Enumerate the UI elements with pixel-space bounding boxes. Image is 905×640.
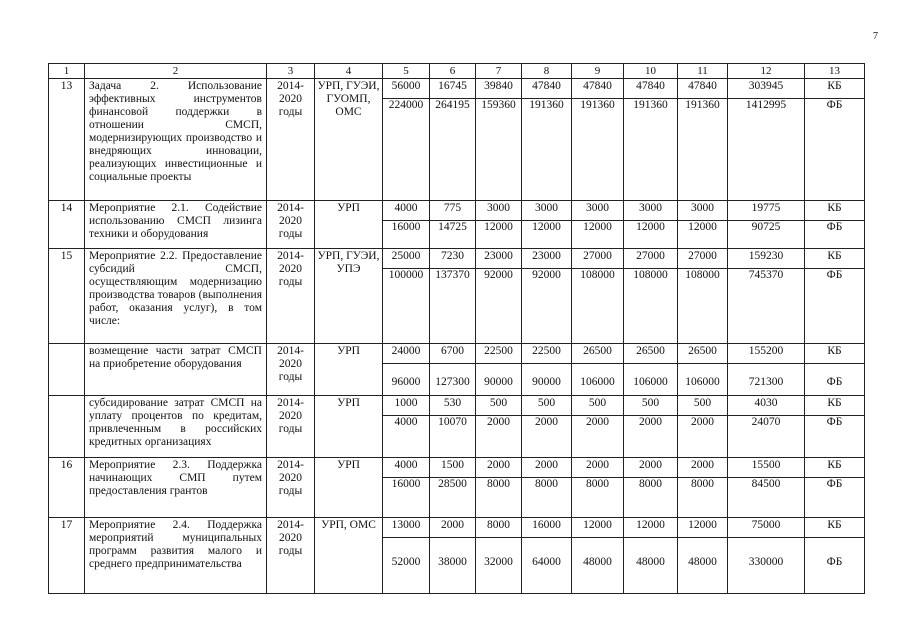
kb-value: 4000 — [383, 202, 429, 221]
task-description: Мероприятие 2.2. Предоставление субсидий СМСП, осуществляющим модернизацию производства товаров (выполнения работ, оказания услуг), в том числе: — [85, 249, 267, 344]
fb-value: 2000 — [535, 416, 558, 428]
kb-value: 3000 — [624, 202, 677, 221]
kb-value: 8000 — [476, 519, 521, 538]
fb-value: 264195 — [435, 99, 470, 111]
kb-value: 39840 — [476, 80, 521, 99]
amount-cell — [624, 344, 678, 396]
kb-value: 27000 — [678, 250, 727, 269]
fb-value: 48000 — [583, 556, 612, 568]
amount-cell — [430, 79, 476, 201]
amount-cell — [383, 518, 430, 594]
kb-value: 75000 — [728, 519, 804, 538]
fb-value: 92000 — [484, 269, 513, 281]
amount-cell — [522, 79, 572, 201]
task-description: Мероприятие 2.1. Содействие использованию СМСП лизинга техники и оборудования — [85, 201, 267, 249]
kb-value: КБ — [805, 519, 864, 538]
fb-value: 90725 — [751, 221, 781, 233]
amount-cell — [678, 458, 728, 518]
amount-cell — [624, 396, 678, 458]
kb-value: 13000 — [383, 519, 429, 538]
amount-cell — [522, 396, 572, 458]
kb-value: 2000 — [430, 519, 475, 538]
kb-value: 500 — [522, 397, 571, 416]
table-row — [49, 396, 865, 458]
kb-value: КБ — [805, 397, 864, 416]
table-row — [49, 518, 865, 594]
period: 2014-2020 годы — [267, 518, 315, 594]
amount-cell — [430, 396, 476, 458]
fb-value: 191360 — [685, 99, 720, 111]
fb-value: 92000 — [532, 269, 561, 281]
kb-value: 23000 — [522, 250, 571, 269]
kb-value: 22500 — [476, 345, 521, 364]
amount-cell — [624, 518, 678, 594]
fb-value: 8000 — [535, 478, 558, 490]
column-header: 9 — [572, 64, 624, 79]
amount-cell — [430, 458, 476, 518]
table-row — [49, 79, 865, 201]
fb-value: 224000 — [388, 99, 424, 111]
kb-value: 26500 — [624, 345, 677, 364]
period: 2014-2020 годы — [267, 344, 315, 396]
fb-value: 2000 — [586, 416, 609, 428]
kb-value: 47840 — [678, 80, 727, 99]
fb-value: 106000 — [633, 376, 668, 388]
kb-value: 2000 — [624, 459, 677, 478]
budget-source — [805, 396, 865, 458]
kb-value: КБ — [805, 250, 864, 269]
fb-value: 96000 — [391, 376, 421, 388]
amount-cell — [728, 344, 805, 396]
amount-cell — [522, 458, 572, 518]
table-row — [49, 344, 865, 396]
fb-value: 106000 — [580, 376, 615, 388]
amount-cell — [678, 79, 728, 201]
fb-value: ФБ — [826, 221, 843, 233]
amount-cell — [728, 458, 805, 518]
amount-cell — [728, 518, 805, 594]
fb-value: ФБ — [826, 269, 843, 281]
column-header: 3 — [267, 64, 315, 79]
row-number: 15 — [49, 249, 85, 344]
row-number: 13 — [49, 79, 85, 201]
kb-value: 16000 — [522, 519, 571, 538]
kb-value: 4030 — [728, 397, 804, 416]
amount-cell — [572, 79, 624, 201]
fb-value: 52000 — [391, 556, 421, 568]
kb-value: 7230 — [430, 250, 475, 269]
period: 2014-2020 годы — [267, 201, 315, 249]
fb-value: 8000 — [639, 478, 662, 490]
amount-cell — [383, 79, 430, 201]
fb-value: 12000 — [484, 221, 513, 233]
executor: УРП — [315, 458, 383, 518]
column-header: 8 — [522, 64, 572, 79]
fb-value: 1412995 — [745, 99, 787, 111]
fb-value: 159360 — [481, 99, 516, 111]
fb-value: ФБ — [826, 99, 843, 111]
row-number — [49, 344, 85, 396]
column-header: 1 — [49, 64, 85, 79]
fb-value: 48000 — [636, 556, 665, 568]
amount-cell — [522, 249, 572, 344]
kb-value: КБ — [805, 459, 864, 478]
fb-value: ФБ — [826, 376, 843, 388]
kb-value: 500 — [572, 397, 623, 416]
kb-value: 2000 — [572, 459, 623, 478]
fb-value: 8000 — [487, 478, 510, 490]
kb-value: 47840 — [522, 80, 571, 99]
executor: УРП, ОМС — [315, 518, 383, 594]
row-number: 17 — [49, 518, 85, 594]
amount-cell — [678, 249, 728, 344]
executor: УРП — [315, 344, 383, 396]
amount-cell — [572, 396, 624, 458]
kb-value: 3000 — [678, 202, 727, 221]
fb-value: 24070 — [751, 416, 781, 428]
amount-cell — [430, 518, 476, 594]
amount-cell — [430, 201, 476, 249]
fb-value: 16000 — [391, 221, 421, 233]
kb-value: КБ — [805, 202, 864, 221]
fb-value: 8000 — [586, 478, 609, 490]
column-header: 12 — [728, 64, 805, 79]
amount-cell — [728, 249, 805, 344]
fb-value: 330000 — [748, 556, 784, 568]
fb-value: 12000 — [688, 221, 717, 233]
executor: УРП — [315, 201, 383, 249]
amount-cell — [522, 518, 572, 594]
kb-value: 3000 — [572, 202, 623, 221]
amount-cell — [383, 458, 430, 518]
row-number: 16 — [49, 458, 85, 518]
kb-value: 530 — [430, 397, 475, 416]
fb-value: 14725 — [438, 221, 467, 233]
kb-value: 12000 — [624, 519, 677, 538]
table-row — [49, 458, 865, 518]
amount-cell — [430, 249, 476, 344]
fb-value: 12000 — [636, 221, 665, 233]
kb-value: КБ — [805, 345, 864, 364]
budget-source — [805, 458, 865, 518]
kb-value: 26500 — [678, 345, 727, 364]
amount-cell — [678, 396, 728, 458]
row-number: 14 — [49, 201, 85, 249]
amount-cell — [728, 201, 805, 249]
amount-cell — [522, 201, 572, 249]
fb-value: 106000 — [685, 376, 720, 388]
fb-value: 8000 — [691, 478, 714, 490]
kb-value: 26500 — [572, 345, 623, 364]
kb-value: 500 — [678, 397, 727, 416]
fb-value: 12000 — [532, 221, 561, 233]
task-description: субсидирование затрат СМСП на уплату процентов по кредитам, привлеченным в российских кредитных организациях — [85, 396, 267, 458]
kb-value: 12000 — [678, 519, 727, 538]
fb-value: 90000 — [532, 376, 561, 388]
amount-cell — [383, 344, 430, 396]
task-description: Мероприятие 2.4. Поддержка мероприятий муниципальных программ развития малого и среднего предпринимательства — [85, 518, 267, 594]
kb-value: КБ — [805, 80, 864, 99]
budget-source — [805, 518, 865, 594]
amount-cell — [624, 458, 678, 518]
kb-value: 2000 — [678, 459, 727, 478]
column-header: 6 — [430, 64, 476, 79]
kb-value: 24000 — [383, 345, 429, 364]
amount-cell — [572, 458, 624, 518]
task-description: Задача 2. Использование эффективных инструментов финансовой поддержки в отношении СМСП, модернизирующих производство и внедряющих инновации, реализующих инвестиционные и социальные проекты — [85, 79, 267, 201]
fb-value: 191360 — [580, 99, 615, 111]
amount-cell — [476, 201, 522, 249]
fb-value: 12000 — [583, 221, 612, 233]
fb-value: ФБ — [826, 478, 843, 490]
amount-cell — [476, 396, 522, 458]
kb-value: 47840 — [572, 80, 623, 99]
amount-cell — [678, 201, 728, 249]
budget-source — [805, 79, 865, 201]
executor: УРП — [315, 396, 383, 458]
fb-value: 191360 — [529, 99, 564, 111]
amount-cell — [430, 344, 476, 396]
fb-value: 4000 — [394, 416, 418, 428]
amount-cell — [383, 396, 430, 458]
amount-cell — [728, 79, 805, 201]
row-number — [49, 396, 85, 458]
kb-value: 155200 — [728, 345, 804, 364]
fb-value: 2000 — [639, 416, 662, 428]
fb-value: 721300 — [748, 376, 784, 388]
amount-cell — [678, 344, 728, 396]
kb-value: 3000 — [522, 202, 571, 221]
period: 2014-2020 годы — [267, 396, 315, 458]
column-header: 7 — [476, 64, 522, 79]
kb-value: 22500 — [522, 345, 571, 364]
budget-source — [805, 201, 865, 249]
kb-value: 47840 — [624, 80, 677, 99]
fb-value: 137370 — [435, 269, 470, 281]
amount-cell — [728, 396, 805, 458]
kb-value: 12000 — [572, 519, 623, 538]
kb-value: 303945 — [728, 80, 804, 99]
period: 2014-2020 годы — [267, 79, 315, 201]
amount-cell — [572, 249, 624, 344]
kb-value: 159230 — [728, 250, 804, 269]
kb-value: 15500 — [728, 459, 804, 478]
kb-value: 500 — [624, 397, 677, 416]
amount-cell — [678, 518, 728, 594]
kb-value: 2000 — [522, 459, 571, 478]
column-header: 4 — [315, 64, 383, 79]
fb-value: 32000 — [484, 556, 513, 568]
fb-value: 100000 — [388, 269, 424, 281]
kb-value: 775 — [430, 202, 475, 221]
column-header: 13 — [805, 64, 865, 79]
fb-value: ФБ — [826, 416, 843, 428]
fb-value: 48000 — [688, 556, 717, 568]
kb-value: 500 — [476, 397, 521, 416]
kb-value: 3000 — [476, 202, 521, 221]
kb-value: 1000 — [383, 397, 429, 416]
fb-value: 2000 — [487, 416, 510, 428]
fb-value: 108000 — [580, 269, 615, 281]
fb-value: 2000 — [691, 416, 714, 428]
column-header: 5 — [383, 64, 430, 79]
amount-cell — [476, 518, 522, 594]
page-number: 7 — [873, 31, 878, 42]
kb-value: 19775 — [728, 202, 804, 221]
budget-source — [805, 249, 865, 344]
kb-value: 56000 — [383, 80, 429, 99]
amount-cell — [572, 344, 624, 396]
fb-value: 16000 — [391, 478, 421, 490]
column-header: 2 — [85, 64, 267, 79]
kb-value: 27000 — [624, 250, 677, 269]
fb-value: 84500 — [751, 478, 781, 490]
amount-cell — [572, 201, 624, 249]
executor: УРП, ГУЭИ, УПЭ — [315, 249, 383, 344]
amount-cell — [572, 518, 624, 594]
kb-value: 1500 — [430, 459, 475, 478]
program-table — [48, 63, 865, 594]
table-row — [49, 201, 865, 249]
kb-value: 25000 — [383, 250, 429, 269]
fb-value: 10070 — [438, 416, 467, 428]
amount-cell — [476, 79, 522, 201]
amount-cell — [522, 344, 572, 396]
fb-value: 64000 — [532, 556, 561, 568]
fb-value: 28500 — [438, 478, 467, 490]
amount-cell — [624, 79, 678, 201]
fb-value: 90000 — [484, 376, 513, 388]
amount-cell — [624, 201, 678, 249]
fb-value: 191360 — [633, 99, 668, 111]
fb-value: 745370 — [748, 269, 784, 281]
amount-cell — [476, 458, 522, 518]
amount-cell — [383, 249, 430, 344]
amount-cell — [624, 249, 678, 344]
task-description: Мероприятие 2.3. Поддержка начинающих СМП путем предоставления грантов — [85, 458, 267, 518]
fb-value: 127300 — [435, 376, 470, 388]
kb-value: 23000 — [476, 250, 521, 269]
header-row — [49, 64, 865, 79]
task-description: возмещение части затрат СМСП на приобретение оборудования — [85, 344, 267, 396]
fb-value: 38000 — [438, 556, 467, 568]
fb-value: 108000 — [633, 269, 668, 281]
amount-cell — [476, 344, 522, 396]
kb-value: 16745 — [430, 80, 475, 99]
kb-value: 6700 — [430, 345, 475, 364]
column-header: 11 — [678, 64, 728, 79]
fb-value: 108000 — [685, 269, 720, 281]
period: 2014-2020 годы — [267, 249, 315, 344]
kb-value: 27000 — [572, 250, 623, 269]
amount-cell — [476, 249, 522, 344]
column-header: 10 — [624, 64, 678, 79]
amount-cell — [383, 201, 430, 249]
fb-value: ФБ — [826, 556, 843, 568]
kb-value: 2000 — [476, 459, 521, 478]
period: 2014-2020 годы — [267, 458, 315, 518]
kb-value: 4000 — [383, 459, 429, 478]
executor: УРП, ГУЭИ, ГУОМП, ОМС — [315, 79, 383, 201]
budget-source — [805, 344, 865, 396]
table-row — [49, 249, 865, 344]
